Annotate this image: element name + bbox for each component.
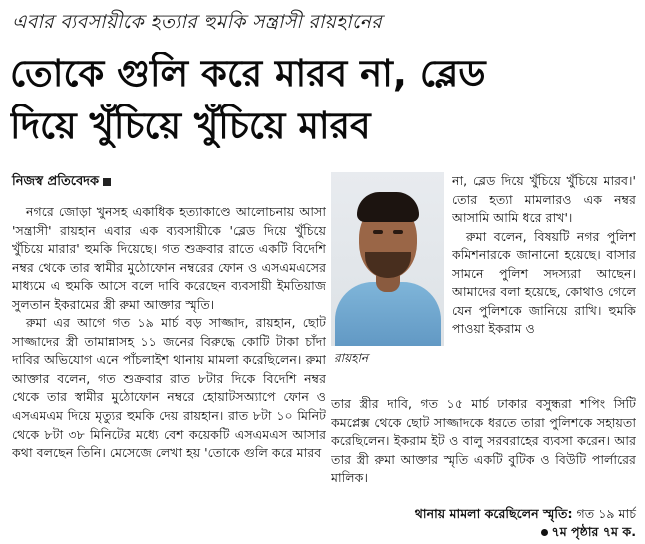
jump-rest-text: গত ১৯ মার্চ [572, 506, 636, 521]
right-paragraph-2: রুমা বলেন, বিষয়টি নগর পুলিশ কমিশনারকে জানানো হয়েছে। বাসার সামনে পুলিশ সদস্যরা আছেন। আমাদের বলা হয়েছে, কোথাও গেলে যেন পুলিশকে জানিয়ে রাখি। হুমকি পাওয়া ইকরাম ও [452, 228, 636, 337]
jump-bold-text: থানায় মামলা করেছিলেন স্মৃতি: [414, 506, 573, 521]
continued-link[interactable] [331, 523, 636, 541]
continued-text[interactable]: ৭ম পৃষ্ঠার ৭ম ক. [551, 524, 636, 539]
bottom-column [331, 395, 636, 505]
photo-caption: রায়হান [334, 351, 369, 365]
bottom-paragraph: তার স্ত্রীর দাবি, গত ১৫ মার্চ ঢাকার বসুন্ধরা শপিং সিটি কমপ্লেক্স থেকে ছোট সাজ্জাদকে ধরতে তারা পুলিশকে সহায়তা করেছিলেন। ইকরাম ইট ও বালু সরবরাহের ব্যবসা করেন। আর তার স্ত্রী রুমা আক্তার স্মৃতি একটি বুটিক ও বিউটি পার্লারের মালিক। [331, 396, 636, 486]
article-kicker: এবার ব্যবসায়ীকে হত্যার হুমকি সন্ত্রাসী রায়হানের [12, 11, 382, 33]
left-paragraph-1: নগরে জোড়া খুনসহ একাধিক হত্যাকাণ্ডে আলোচনায় আসা 'সন্ত্রাসী' রায়হান এবার এক ব্যবসায়ীকে 'ব্লেড দিয়ে খুঁচিয়ে খুঁচিয়ে মারার' হুমকি দিয়েছে। গত শুক্রবার রাতে একটি বিদেশি নম্বর থেকে তার স্বামীর মুঠোফোন নম্বরের ফোন ও এসএমএসের মাধ্যমে এ হুমকি আসে বলে দাবি করেছেন ব্যবসায়ী ইমতিয়াজ সুলতান ইকরামের স্ত্রী রুমা আক্তার স্মৃতি। [12, 204, 326, 312]
byline-text: নিজস্ব প্রতিবেদক [12, 174, 100, 189]
headline-line-1: তোকে গুলি করে মারব না, ব্লেড [10, 52, 486, 95]
right-column [452, 172, 636, 394]
left-column [12, 203, 326, 525]
portrait-photo [331, 172, 444, 346]
left-paragraph-2: রুমা এর আগে গত ১৯ মার্চ বড় সাজ্জাদ, রায়হান, ছোট সাজ্জাদের স্ত্রী তামান্নাসহ ১১ জনের বিরুদ্ধে কোটি টাকা চাঁদা দাবির অভিযোগ এনে পাঁচলাইশ থানায় মামলা করেছিলেন। রুমা আক্তার বলেন, গত শুক্রবার রাত ৮টার দিকে বিদেশি নম্বর থেকে তার স্বামীর মুঠোফোন নম্বরে হোয়াটসঅ্যাপে ফোন ও এসএমএম দিয়ে মৃত্যুর হুমকি দেয় রায়হান। রাত ৮টা ১০ মিনিট থেকে ৮টা ৩৮ মিনিটের মধ্যে বেশ কয়েকটি এসএমএস আসার কথা বলছেন তিনি। মেসেজে লেখা হয় 'তোকে গুলি করে মারব [12, 315, 326, 461]
right-paragraph-1: না, ব্লেড দিয়ে খুঁচিয়ে খুঁচিয়ে মারব।' তোর হত্যা মামলারও এক নম্বর আসামি আমি ধরে রাখ'। [452, 173, 636, 226]
jump-line [331, 505, 636, 523]
byline-square-icon [103, 178, 111, 186]
bullet-icon [541, 529, 548, 536]
headline-line-2: দিয়ে খুঁচিয়ে খুঁচিয়ে মারব [10, 104, 371, 147]
byline [12, 172, 322, 193]
